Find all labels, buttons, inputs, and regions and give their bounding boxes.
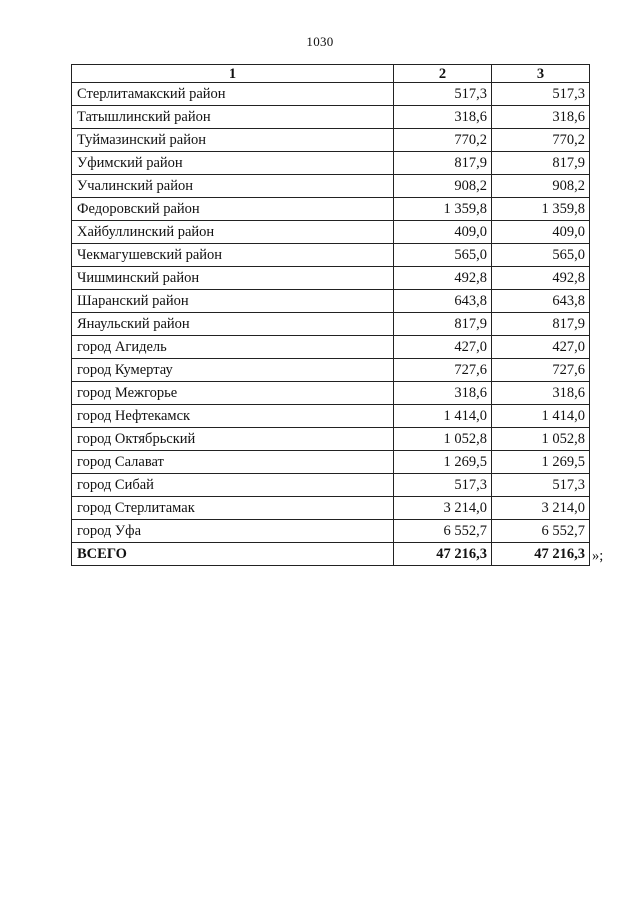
row-name: город Стерлитамак [72,497,394,520]
row-value-col2: 427,0 [394,336,492,359]
row-value-col3: 1 269,5 [492,451,590,474]
table-row [72,313,590,336]
table-header-row [72,65,590,83]
row-value-col2: 3 214,0 [394,497,492,520]
column-header-3: 3 [492,65,590,83]
row-value-col2: 517,3 [394,83,492,106]
table-row [72,405,590,428]
row-name: город Нефтекамск [72,405,394,428]
row-value-col3: 318,6 [492,382,590,405]
row-value-col3: 817,9 [492,152,590,175]
table-row [72,382,590,405]
row-name: Янаульский район [72,313,394,336]
row-value-col2: 908,2 [394,175,492,198]
row-value-col2: 1 414,0 [394,405,492,428]
column-header-1: 1 [72,65,394,83]
closing-quote-mark: »; [592,548,604,564]
row-value-col3: 770,2 [492,129,590,152]
row-name: Хайбуллинский район [72,221,394,244]
row-name: Чекмагушевский район [72,244,394,267]
row-name: Татышлинский район [72,106,394,129]
table-body [72,83,590,543]
total-value-col2: 47 216,3 [394,543,492,566]
row-value-col2: 770,2 [394,129,492,152]
row-value-col3: 492,8 [492,267,590,290]
row-value-col3: 517,3 [492,474,590,497]
table-total-row [72,543,590,566]
row-value-col3: 1 359,8 [492,198,590,221]
table-row [72,451,590,474]
row-name: Учалинский район [72,175,394,198]
row-name: Стерлитамакский район [72,83,394,106]
row-value-col3: 817,9 [492,313,590,336]
row-name: Туймазинский район [72,129,394,152]
table-row [72,290,590,313]
row-name: Федоровский район [72,198,394,221]
row-value-col2: 517,3 [394,474,492,497]
row-value-col3: 427,0 [492,336,590,359]
row-name: Уфимский район [72,152,394,175]
row-value-col2: 643,8 [394,290,492,313]
row-name: город Октябрьский [72,428,394,451]
row-value-col2: 817,9 [394,152,492,175]
row-value-col3: 727,6 [492,359,590,382]
row-value-col2: 409,0 [394,221,492,244]
table-row [72,520,590,543]
table-row [72,152,590,175]
row-value-col3: 6 552,7 [492,520,590,543]
table-row [72,244,590,267]
row-value-col2: 1 052,8 [394,428,492,451]
row-value-col2: 318,6 [394,106,492,129]
table-row [72,336,590,359]
row-value-col2: 565,0 [394,244,492,267]
row-value-col2: 1 359,8 [394,198,492,221]
table-row [72,106,590,129]
row-value-col3: 643,8 [492,290,590,313]
allocation-table [71,64,590,566]
total-value-col3: 47 216,3 [492,543,590,566]
row-value-col2: 1 269,5 [394,451,492,474]
total-label: ВСЕГО [72,543,394,566]
row-value-col3: 409,0 [492,221,590,244]
row-value-col3: 565,0 [492,244,590,267]
row-value-col3: 1 414,0 [492,405,590,428]
row-value-col3: 3 214,0 [492,497,590,520]
table-row [72,267,590,290]
row-value-col3: 318,6 [492,106,590,129]
table-row [72,359,590,382]
table-row [72,221,590,244]
table-row [72,497,590,520]
page-number: 1030 [306,34,334,49]
row-name: город Сибай [72,474,394,497]
row-name: город Межгорье [72,382,394,405]
row-name: город Уфа [72,520,394,543]
row-name: город Кумертау [72,359,394,382]
row-value-col3: 1 052,8 [492,428,590,451]
column-header-2: 2 [394,65,492,83]
table-row [72,175,590,198]
row-value-col2: 817,9 [394,313,492,336]
table-row [72,428,590,451]
row-value-col3: 908,2 [492,175,590,198]
row-name: Шаранский район [72,290,394,313]
table-row [72,474,590,497]
table-row [72,83,590,106]
row-value-col2: 727,6 [394,359,492,382]
table-row [72,198,590,221]
row-value-col2: 318,6 [394,382,492,405]
row-name: город Агидель [72,336,394,359]
row-value-col2: 6 552,7 [394,520,492,543]
row-value-col2: 492,8 [394,267,492,290]
row-name: Чишминский район [72,267,394,290]
row-value-col3: 517,3 [492,83,590,106]
table-row [72,129,590,152]
row-name: город Салават [72,451,394,474]
